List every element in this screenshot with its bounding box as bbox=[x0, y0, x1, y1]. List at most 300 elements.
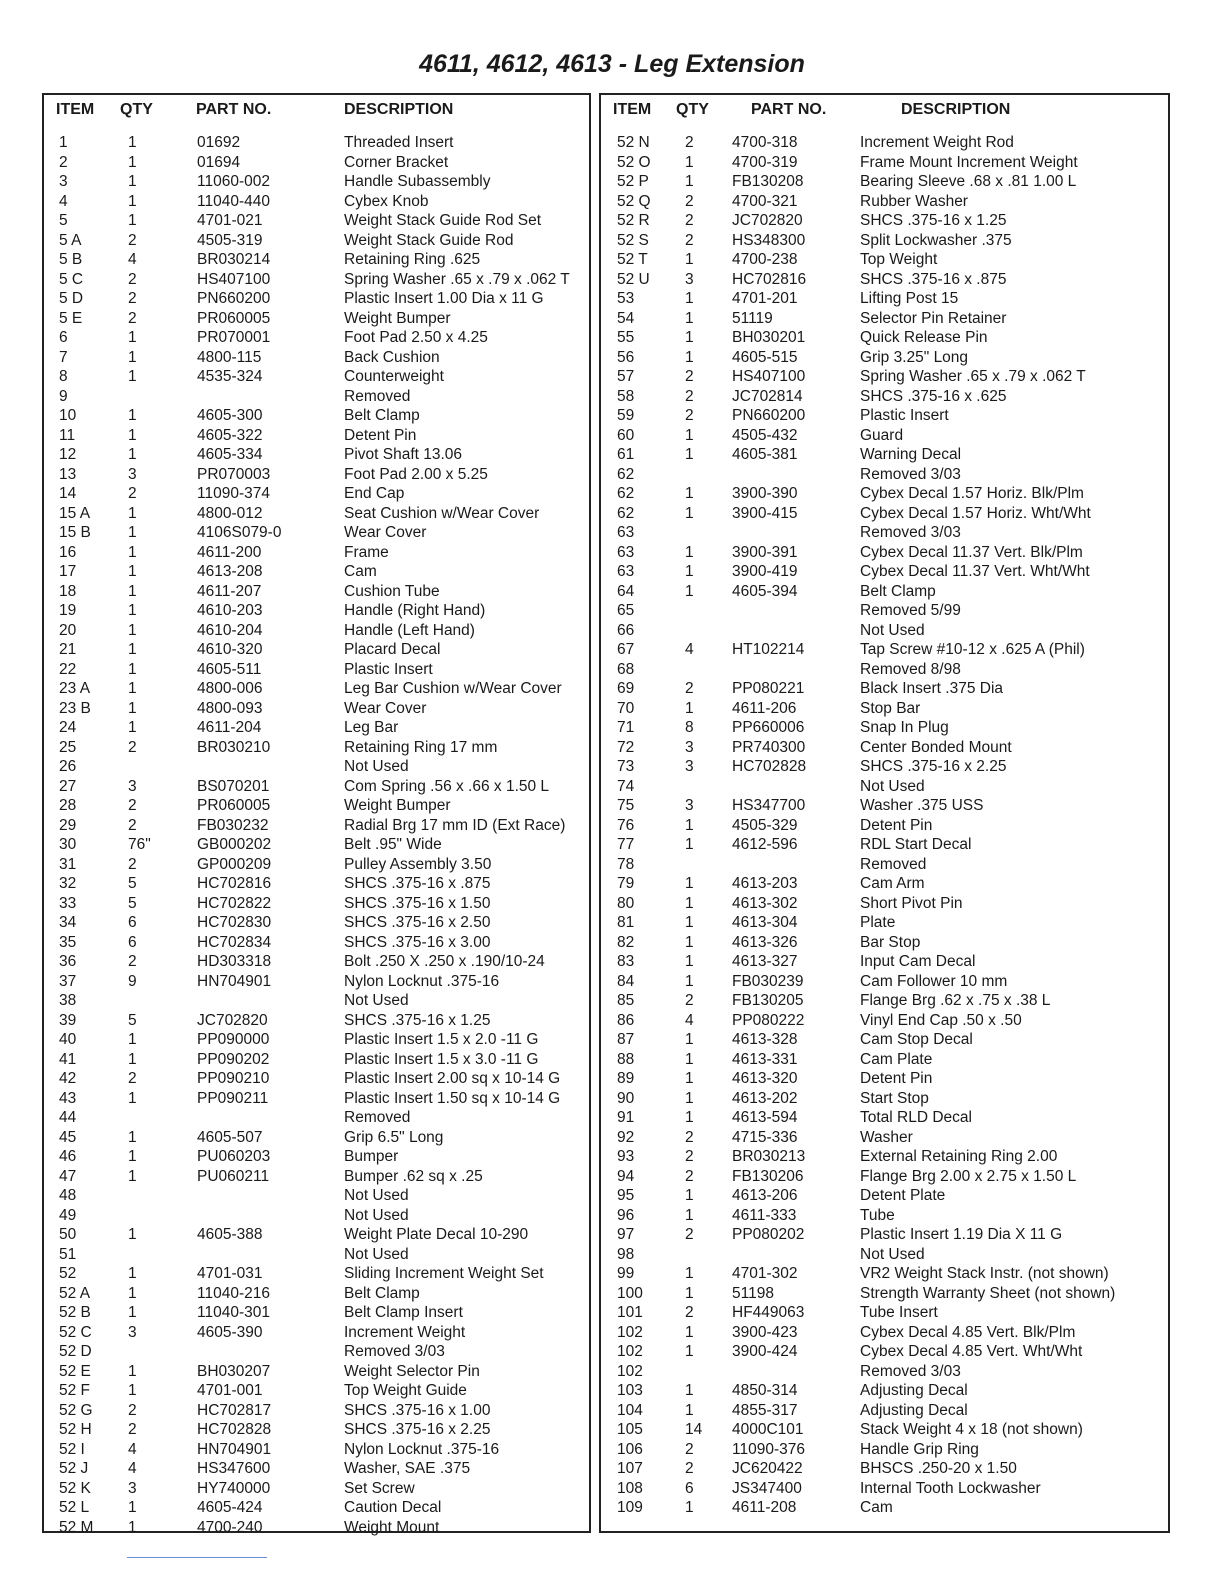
table-row bbox=[601, 679, 1168, 699]
part-no-cell: 4612-596 bbox=[732, 836, 798, 853]
qty-cell: 1 bbox=[128, 1050, 137, 1068]
part-no-cell: HF449063 bbox=[732, 1304, 805, 1321]
table-row bbox=[601, 1459, 1168, 1479]
description-cell: Seat Cushion w/Wear Cover bbox=[344, 504, 540, 522]
item-cell: 54 bbox=[617, 309, 635, 327]
part-no-cell: PP080221 bbox=[732, 680, 805, 697]
description-cell: Strength Warranty Sheet (not shown) bbox=[860, 1284, 1116, 1302]
qty-cell: 2 bbox=[128, 738, 137, 756]
item-cell: 58 bbox=[617, 387, 635, 405]
part-no-cell: 3900-415 bbox=[732, 504, 798, 522]
description-cell: SHCS .375-16 x 1.50 bbox=[344, 894, 491, 912]
table-row bbox=[601, 1284, 1168, 1304]
table-row bbox=[44, 426, 589, 446]
item-cell: 18 bbox=[59, 582, 77, 600]
part-no-cell: HC702816 bbox=[197, 875, 272, 892]
table-row bbox=[601, 1498, 1168, 1518]
description-cell: Foot Pad 2.50 x 4.25 bbox=[344, 329, 488, 346]
description-cell: Plate bbox=[860, 914, 896, 931]
qty-cell: 5 bbox=[128, 894, 137, 912]
qty-cell: 2 bbox=[685, 1148, 694, 1165]
description-cell: Counterweight bbox=[344, 368, 444, 385]
part-no-cell: HC702834 bbox=[197, 933, 272, 951]
part-no-cell: 4701-031 bbox=[197, 1265, 263, 1282]
item-cell: 31 bbox=[59, 855, 77, 873]
description-cell: Internal Tooth Lockwasher bbox=[860, 1479, 1041, 1497]
table-row bbox=[601, 1128, 1168, 1148]
table-row bbox=[601, 562, 1168, 582]
item-cell: 2 bbox=[59, 153, 68, 171]
qty-cell: 1 bbox=[685, 1206, 694, 1224]
table-row bbox=[601, 387, 1168, 407]
item-cell: 52 bbox=[59, 1265, 77, 1282]
table-row bbox=[601, 796, 1168, 816]
table-row bbox=[44, 1401, 589, 1421]
description-cell: SHCS .375-16 x .875 bbox=[344, 875, 491, 892]
item-cell: 52 I bbox=[59, 1440, 85, 1458]
item-cell: 52 L bbox=[59, 1499, 90, 1516]
part-no-cell: PP090000 bbox=[197, 1031, 270, 1048]
qty-cell: 1 bbox=[128, 1382, 137, 1399]
description-cell: Warning Decal bbox=[860, 446, 962, 463]
part-no-cell: HC702828 bbox=[732, 758, 807, 775]
description-cell: Plastic Insert 1.5 x 2.0 -11 G bbox=[344, 1031, 539, 1048]
item-cell: 39 bbox=[59, 1011, 77, 1029]
qty-cell: 1 bbox=[128, 1089, 137, 1107]
table-row bbox=[601, 1303, 1168, 1323]
qty-cell: 14 bbox=[685, 1421, 703, 1438]
item-cell: 76 bbox=[617, 816, 635, 834]
description-cell: Cybex Decal 11.37 Vert. Blk/Plm bbox=[860, 543, 1083, 561]
qty-cell: 1 bbox=[685, 329, 694, 346]
qty-cell: 2 bbox=[685, 680, 694, 697]
part-no-cell: 4605-388 bbox=[197, 1226, 263, 1243]
description-cell: SHCS .375-16 x .875 bbox=[860, 270, 1007, 288]
table-row bbox=[601, 289, 1168, 309]
item-cell: 45 bbox=[59, 1128, 77, 1146]
item-cell: 40 bbox=[59, 1031, 77, 1048]
table-row bbox=[44, 1108, 589, 1128]
qty-cell: 2 bbox=[685, 1128, 694, 1146]
description-cell: Weight Mount bbox=[344, 1518, 440, 1536]
header-description: DESCRIPTION bbox=[901, 101, 1011, 118]
description-cell: Handle Grip Ring bbox=[860, 1440, 979, 1458]
qty-cell: 2 bbox=[685, 1440, 694, 1458]
table-row bbox=[601, 543, 1168, 563]
description-cell: Plastic Insert bbox=[344, 660, 433, 678]
qty-cell: 2 bbox=[685, 212, 694, 229]
table-row bbox=[601, 328, 1168, 348]
part-no-cell: 3900-391 bbox=[732, 543, 798, 561]
item-cell: 63 bbox=[617, 524, 635, 541]
item-cell: 87 bbox=[617, 1031, 635, 1048]
item-cell: 91 bbox=[617, 1109, 635, 1126]
qty-cell: 1 bbox=[128, 1499, 137, 1516]
description-cell: Frame bbox=[344, 543, 389, 561]
item-cell: 6 bbox=[59, 329, 68, 346]
item-cell: 52 S bbox=[617, 231, 649, 249]
item-cell: 47 bbox=[59, 1167, 77, 1185]
part-no-cell: 4800-006 bbox=[197, 680, 263, 697]
description-cell: Flange Brg .62 x .75 x .38 L bbox=[860, 992, 1051, 1009]
part-no-cell: 4605-334 bbox=[197, 446, 263, 463]
item-cell: 20 bbox=[59, 621, 77, 639]
table-row bbox=[44, 1498, 589, 1518]
item-cell: 65 bbox=[617, 602, 635, 619]
table-row bbox=[44, 855, 589, 875]
part-no-cell: 4611-208 bbox=[732, 1499, 797, 1516]
qty-cell: 1 bbox=[128, 1167, 137, 1185]
item-cell: 44 bbox=[59, 1109, 77, 1126]
item-cell: 52 D bbox=[59, 1343, 92, 1360]
item-cell: 26 bbox=[59, 758, 77, 775]
qty-cell: 1 bbox=[128, 212, 137, 229]
table-row bbox=[44, 1050, 589, 1070]
description-cell: Flange Brg 2.00 x 2.75 x 1.50 L bbox=[860, 1167, 1077, 1185]
description-cell: Bumper .62 sq x .25 bbox=[344, 1167, 483, 1185]
item-cell: 35 bbox=[59, 933, 77, 951]
qty-cell: 2 bbox=[128, 270, 137, 288]
part-no-cell: PP080222 bbox=[732, 1011, 805, 1029]
item-cell: 41 bbox=[59, 1050, 77, 1068]
part-no-cell: 4505-329 bbox=[732, 816, 798, 834]
description-cell: Back Cushion bbox=[344, 348, 440, 366]
qty-cell: 2 bbox=[128, 1070, 137, 1087]
table-row bbox=[44, 582, 589, 602]
description-cell: Increment Weight Rod bbox=[860, 134, 1014, 151]
table-row bbox=[44, 1147, 589, 1167]
item-cell: 98 bbox=[617, 1245, 635, 1263]
qty-cell: 2 bbox=[685, 368, 694, 385]
part-no-cell: 51119 bbox=[732, 309, 773, 327]
item-cell: 3 bbox=[59, 173, 68, 190]
qty-cell: 3 bbox=[685, 797, 694, 814]
qty-cell: 1 bbox=[685, 1323, 694, 1341]
item-cell: 94 bbox=[617, 1167, 635, 1185]
qty-cell: 1 bbox=[685, 1070, 694, 1087]
table-header bbox=[44, 101, 589, 121]
item-cell: 95 bbox=[617, 1187, 635, 1204]
qty-cell: 1 bbox=[685, 914, 694, 931]
part-no-cell: 4701-021 bbox=[197, 212, 263, 229]
part-no-cell: HC702830 bbox=[197, 914, 272, 931]
part-no-cell: PP090210 bbox=[197, 1070, 270, 1087]
part-no-cell: 4850-314 bbox=[732, 1382, 798, 1399]
part-no-cell: 4701-201 bbox=[732, 290, 798, 307]
qty-cell: 1 bbox=[685, 563, 694, 580]
item-cell: 102 bbox=[617, 1343, 643, 1360]
table-row bbox=[601, 1245, 1168, 1265]
header-part-no: PART NO. bbox=[751, 101, 827, 118]
description-cell: Not Used bbox=[860, 1245, 925, 1263]
item-cell: 101 bbox=[617, 1304, 643, 1321]
part-no-cell: 3900-423 bbox=[732, 1323, 798, 1341]
table-row bbox=[44, 1186, 589, 1206]
table-row bbox=[601, 523, 1168, 543]
table-row bbox=[44, 1245, 589, 1265]
item-cell: 62 bbox=[617, 504, 635, 522]
table-row bbox=[601, 1420, 1168, 1440]
description-cell: RDL Start Decal bbox=[860, 836, 972, 853]
table-row bbox=[601, 913, 1168, 933]
part-no-cell: 11060-002 bbox=[197, 173, 270, 190]
qty-cell: 1 bbox=[685, 1089, 694, 1107]
description-cell: Cam Follower 10 mm bbox=[860, 972, 1008, 990]
part-no-cell: PU060203 bbox=[197, 1148, 271, 1165]
item-cell: 96 bbox=[617, 1206, 635, 1224]
qty-cell: 1 bbox=[128, 153, 137, 171]
qty-cell: 9 bbox=[128, 972, 137, 990]
qty-cell: 1 bbox=[128, 1226, 137, 1243]
description-cell: Corner Bracket bbox=[344, 153, 449, 171]
part-no-cell: HN704901 bbox=[197, 1440, 272, 1458]
item-cell: 56 bbox=[617, 348, 635, 366]
table-row bbox=[601, 1069, 1168, 1089]
description-cell: Caution Decal bbox=[344, 1499, 442, 1516]
item-cell: 77 bbox=[617, 836, 635, 853]
item-cell: 38 bbox=[59, 992, 77, 1009]
description-cell: Bearing Sleeve .68 x .81 1.00 L bbox=[860, 173, 1077, 190]
table-row bbox=[44, 1381, 589, 1401]
item-cell: 52 F bbox=[59, 1382, 91, 1399]
description-cell: External Retaining Ring 2.00 bbox=[860, 1148, 1058, 1165]
table-row bbox=[44, 777, 589, 797]
table-row bbox=[601, 1479, 1168, 1499]
table-row bbox=[601, 1264, 1168, 1284]
qty-cell: 1 bbox=[685, 504, 694, 522]
part-no-cell: JC702820 bbox=[732, 212, 803, 229]
description-cell: Removed 3/03 bbox=[860, 465, 961, 483]
description-cell: Cybex Decal 4.85 Vert. Wht/Wht bbox=[860, 1343, 1083, 1360]
item-cell: 22 bbox=[59, 660, 77, 678]
description-cell: Removed 3/03 bbox=[860, 524, 961, 541]
qty-cell: 3 bbox=[128, 465, 137, 483]
parts-table-right bbox=[599, 93, 1170, 1533]
description-cell: SHCS .375-16 x 1.25 bbox=[344, 1011, 491, 1029]
table-row bbox=[601, 1108, 1168, 1128]
part-no-cell: HD303318 bbox=[197, 953, 272, 970]
part-no-cell: 01694 bbox=[197, 153, 241, 171]
part-no-cell: HS407100 bbox=[732, 368, 806, 385]
item-cell: 55 bbox=[617, 329, 635, 346]
qty-cell: 1 bbox=[128, 1128, 137, 1146]
qty-cell: 2 bbox=[685, 1460, 694, 1477]
qty-cell: 1 bbox=[685, 1265, 694, 1282]
qty-cell: 1 bbox=[128, 524, 137, 541]
description-cell: Belt Clamp bbox=[344, 407, 420, 424]
description-cell: Selector Pin Retainer bbox=[860, 309, 1007, 327]
table-row bbox=[44, 1420, 589, 1440]
item-cell: 30 bbox=[59, 836, 77, 853]
qty-cell: 2 bbox=[685, 192, 694, 210]
description-cell: Detent Pin bbox=[344, 426, 417, 444]
item-cell: 73 bbox=[617, 758, 635, 775]
part-no-cell: HS407100 bbox=[197, 270, 271, 288]
description-cell: Guard bbox=[860, 426, 904, 444]
table-row bbox=[601, 192, 1168, 212]
header-qty: QTY bbox=[676, 101, 709, 118]
table-row bbox=[44, 913, 589, 933]
item-cell: 48 bbox=[59, 1187, 77, 1204]
table-row bbox=[44, 757, 589, 777]
qty-cell: 1 bbox=[128, 504, 137, 522]
part-no-cell: HC702816 bbox=[732, 270, 807, 288]
item-cell: 52 M bbox=[59, 1518, 94, 1536]
qty-cell: 3 bbox=[685, 738, 694, 756]
qty-cell: 1 bbox=[128, 602, 137, 619]
qty-cell: 2 bbox=[128, 953, 137, 970]
description-cell: Wear Cover bbox=[344, 524, 427, 541]
qty-cell: 4 bbox=[128, 1460, 137, 1477]
table-row bbox=[601, 231, 1168, 251]
table-row bbox=[44, 640, 589, 660]
table-row bbox=[601, 270, 1168, 290]
table-row bbox=[44, 894, 589, 914]
table-row bbox=[44, 328, 589, 348]
table-row bbox=[601, 1381, 1168, 1401]
item-cell: 100 bbox=[617, 1284, 643, 1302]
part-no-cell: PP090211 bbox=[197, 1089, 269, 1107]
table-row bbox=[601, 582, 1168, 602]
item-cell: 32 bbox=[59, 875, 77, 892]
table-row bbox=[44, 348, 589, 368]
part-no-cell: 4535-324 bbox=[197, 368, 263, 385]
part-no-cell: 4610-203 bbox=[197, 602, 263, 619]
item-cell: 52 K bbox=[59, 1479, 91, 1497]
qty-cell: 1 bbox=[685, 1109, 694, 1126]
description-cell: Retaining Ring 17 mm bbox=[344, 738, 498, 756]
description-cell: Detent Pin bbox=[860, 1070, 933, 1087]
description-cell: Nylon Locknut .375-16 bbox=[344, 972, 500, 990]
table-row bbox=[44, 933, 589, 953]
table-row bbox=[601, 1342, 1168, 1362]
item-cell: 104 bbox=[617, 1401, 643, 1419]
item-cell: 5 bbox=[59, 212, 68, 229]
qty-cell: 1 bbox=[685, 816, 694, 834]
footer-rule bbox=[127, 1557, 267, 1558]
description-cell: Not Used bbox=[344, 1245, 409, 1263]
description-cell: Plastic Insert 2.00 sq x 10-14 G bbox=[344, 1070, 561, 1087]
item-cell: 64 bbox=[617, 582, 635, 600]
table-row bbox=[601, 1225, 1168, 1245]
part-no-cell: 4605-381 bbox=[732, 446, 798, 463]
part-no-cell: 4613-331 bbox=[732, 1050, 798, 1068]
description-cell: Threaded Insert bbox=[344, 134, 454, 151]
description-cell: SHCS .375-16 x 3.00 bbox=[344, 933, 491, 951]
header-part-no: PART NO. bbox=[196, 101, 272, 118]
item-cell: 83 bbox=[617, 953, 635, 970]
part-no-cell: PR070001 bbox=[197, 329, 271, 346]
qty-cell: 1 bbox=[685, 309, 694, 327]
qty-cell: 1 bbox=[685, 1031, 694, 1048]
item-cell: 103 bbox=[617, 1382, 643, 1399]
part-no-cell: 4613-203 bbox=[732, 875, 798, 892]
part-no-cell: 4613-320 bbox=[732, 1070, 798, 1087]
description-cell: Leg Bar bbox=[344, 719, 399, 736]
description-cell: Nylon Locknut .375-16 bbox=[344, 1440, 500, 1458]
qty-cell: 1 bbox=[128, 368, 137, 385]
part-no-cell: 4605-515 bbox=[732, 348, 798, 366]
part-no-cell: 4700-321 bbox=[732, 192, 798, 210]
description-cell: Spring Washer .65 x .79 x .062 T bbox=[860, 368, 1086, 385]
item-cell: 29 bbox=[59, 816, 77, 834]
item-cell: 109 bbox=[617, 1499, 643, 1516]
part-no-cell: 4611-204 bbox=[197, 719, 262, 736]
table-row bbox=[44, 874, 589, 894]
item-cell: 36 bbox=[59, 953, 77, 970]
part-no-cell: 4700-240 bbox=[197, 1518, 263, 1536]
part-no-cell: 4715-336 bbox=[732, 1128, 798, 1146]
item-cell: 21 bbox=[59, 641, 77, 658]
description-cell: Center Bonded Mount bbox=[860, 738, 1012, 756]
description-cell: Not Used bbox=[344, 758, 409, 775]
header-qty: QTY bbox=[120, 101, 153, 118]
table-row bbox=[601, 1011, 1168, 1031]
qty-cell: 1 bbox=[128, 1518, 137, 1536]
part-no-cell: 4605-300 bbox=[197, 407, 263, 424]
part-no-cell: 3900-390 bbox=[732, 485, 798, 502]
item-cell: 52 C bbox=[59, 1323, 92, 1341]
qty-cell: 1 bbox=[685, 836, 694, 853]
description-cell: Split Lockwasher .375 bbox=[860, 231, 1012, 249]
qty-cell: 1 bbox=[128, 446, 137, 463]
qty-cell: 5 bbox=[128, 1011, 137, 1029]
part-no-cell: 4605-511 bbox=[197, 660, 262, 678]
header-item: ITEM bbox=[56, 101, 95, 118]
part-no-cell: 11090-376 bbox=[732, 1440, 805, 1458]
qty-cell: 2 bbox=[128, 816, 137, 834]
table-row bbox=[601, 211, 1168, 231]
part-no-cell: 4611-333 bbox=[732, 1206, 797, 1224]
table-row bbox=[601, 835, 1168, 855]
part-no-cell: PR740300 bbox=[732, 738, 806, 756]
item-cell: 108 bbox=[617, 1479, 643, 1497]
table-row bbox=[44, 816, 589, 836]
description-cell: Washer bbox=[860, 1128, 913, 1146]
qty-cell: 1 bbox=[685, 699, 694, 717]
qty-cell: 1 bbox=[685, 153, 694, 171]
part-no-cell: 4613-302 bbox=[732, 894, 798, 912]
qty-cell: 2 bbox=[685, 992, 694, 1009]
description-cell: Plastic Insert bbox=[860, 407, 949, 424]
description-cell: Washer .375 USS bbox=[860, 797, 984, 814]
table-row bbox=[601, 504, 1168, 524]
table-row bbox=[44, 250, 589, 270]
item-cell: 66 bbox=[617, 621, 635, 639]
item-cell: 69 bbox=[617, 680, 635, 697]
table-body bbox=[44, 133, 589, 1537]
qty-cell: 1 bbox=[685, 251, 694, 268]
description-cell: SHCS .375-16 x .625 bbox=[860, 387, 1007, 405]
part-no-cell: PN660200 bbox=[197, 290, 271, 307]
description-cell: Bolt .250 X .250 x .190/10-24 bbox=[344, 953, 545, 970]
part-no-cell: HT102214 bbox=[732, 641, 805, 658]
qty-cell: 1 bbox=[685, 173, 694, 190]
table-row bbox=[601, 777, 1168, 797]
description-cell: VR2 Weight Stack Instr. (not shown) bbox=[860, 1265, 1109, 1282]
qty-cell: 76" bbox=[128, 836, 151, 853]
qty-cell: 1 bbox=[128, 192, 137, 210]
part-no-cell: 4613-326 bbox=[732, 933, 798, 951]
qty-cell: 2 bbox=[685, 134, 694, 151]
qty-cell: 2 bbox=[128, 797, 137, 814]
table-row bbox=[601, 699, 1168, 719]
item-cell: 62 bbox=[617, 485, 635, 502]
description-cell: Handle Subassembly bbox=[344, 173, 491, 190]
description-cell: Placard Decal bbox=[344, 641, 441, 658]
item-cell: 16 bbox=[59, 543, 77, 561]
part-no-cell: GP000209 bbox=[197, 855, 272, 873]
